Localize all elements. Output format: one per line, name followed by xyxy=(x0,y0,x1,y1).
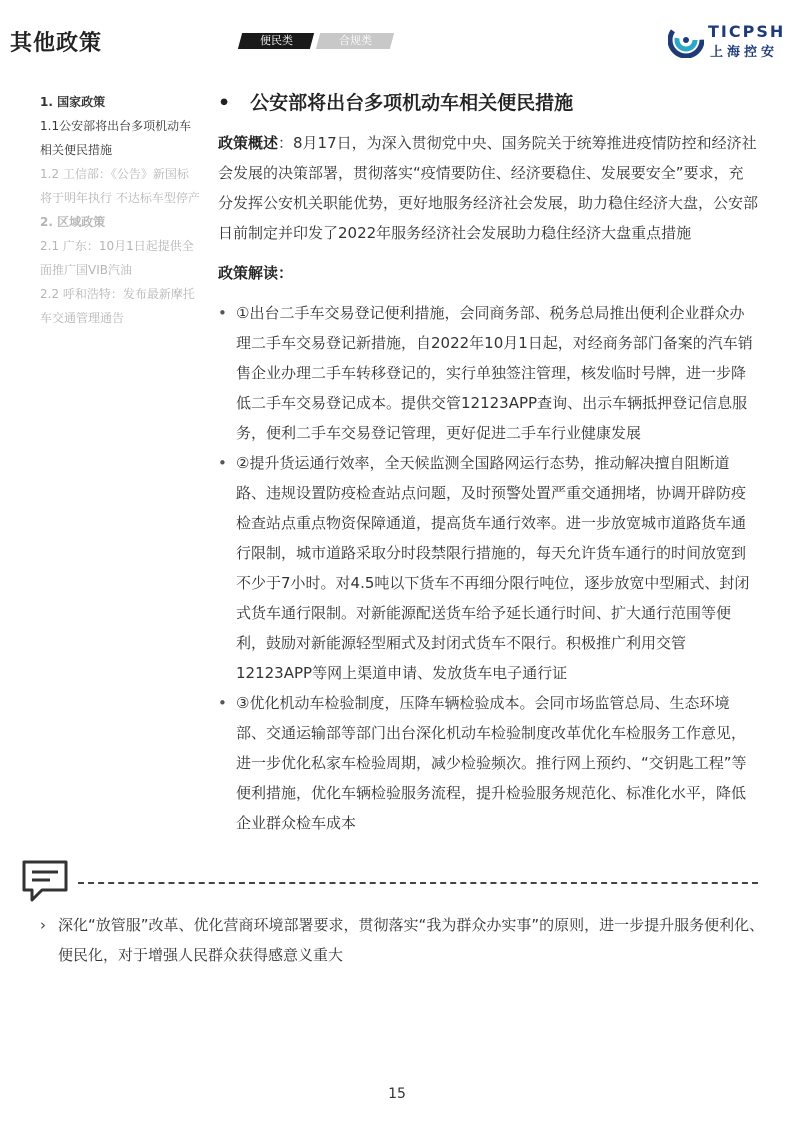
summary-text: 深化“放管服”改革、优化营商环境部署要求，贯彻落实“我为群众办实事”的原则，进一步提升服务便利化、便民化，对于增强人民群众获得感意义重大 xyxy=(58,916,765,964)
toc-item-public-security[interactable]: 1.1公安部将出台多项机动车相关便民措施 xyxy=(40,119,192,157)
page-title: 其他政策 xyxy=(10,31,103,56)
article xyxy=(218,86,758,838)
policy-overview xyxy=(218,128,758,248)
toc-item-guangdong[interactable]: 2.1 广东：10月1日起提供全面推广国VIB汽油 xyxy=(40,239,194,277)
interpretation-list xyxy=(218,298,758,838)
overview-label: 政策概述 xyxy=(218,134,279,152)
tag-convenience: 便民类 xyxy=(238,33,314,49)
article-title: • 公安部将出台多项机动车相关便民措施 xyxy=(218,92,574,114)
interpretation-label: 政策解读： xyxy=(218,264,294,282)
title-bullet: • xyxy=(218,92,231,114)
chevron-right-icon: › xyxy=(40,916,46,934)
tag-compliance: 合规类 xyxy=(316,33,394,49)
logo-text: TICPSH xyxy=(708,22,786,41)
logo-swirl-icon xyxy=(668,22,704,58)
toc-item-miit[interactable]: 1.2 工信部：《公告》新国标将于明年执行 不达标车型停产 xyxy=(40,167,200,205)
list-item: • ②提升货运通行效率，全天候监测全国路网运行态势，推动解决擅自阻断道路、违规设置防疫检查站点问题，及时预警处置严重交通拥堵，协调开辟防疫检查站点重点物资保障通道，提高货车通行效率。进一步放宽城市道路货车通行限制，城市道路采取分时段禁限行措施的，每天允许货车通行的时间放宽到不少于7小时。对4.5吨以下货车不再细分限行吨位，逐步放宽中型厢式、封闭式货车通行限制。对新能源配送货车给予延长通行时间、扩大通行范围等便利，鼓励对新能源轻型厢式及封闭式货车不限行。积极推广利用交管12123APP等网上渠道申请、发放货车电子通行证 xyxy=(218,448,758,688)
toc-item-regional[interactable]: 2. 区域政策 xyxy=(40,215,106,229)
overview-text: ：8月17日，为深入贯彻党中央、国务院关于统筹推进疫情防控和经济社会发展的决策部署，贯彻落实“疫情要防住、经济要稳住、发展要安全”要求，充分发挥公安机关职能优势，更好地服务经济社会发展，助力稳住经济大盘，公安部日前制定并印发了2022年服务经济社会发展助力稳住经济大盘重点措施 xyxy=(218,134,759,242)
toc-item-hohhot[interactable]: 2.2 呼和浩特：发布最新摩托车交通管理通告 xyxy=(40,287,195,325)
toc-item-national[interactable]: 1. 国家政策 xyxy=(40,95,106,109)
comment-icon xyxy=(20,858,70,904)
page-number: 15 xyxy=(388,1086,406,1102)
logo-subtext: 上海控安 xyxy=(710,45,779,60)
table-of-contents xyxy=(40,90,200,330)
company-logo xyxy=(668,22,788,62)
list-item: • ③优化机动车检验制度，压降车辆检验成本。会同市场监管总局、生态环境部、交通运输部等部门出台深化机动车检验制度改革优化车检服务工作意见，进一步优化私家车检验周期，减少检验频次。推行网上预约、“交钥匙工程”等便利措施，优化车辆检验服务流程，提升检验服务规范化、标准化水平，降低企业群众检车成本 xyxy=(218,688,758,838)
dashed-divider xyxy=(78,882,758,884)
list-item: • ①出台二手车交易登记便利措施，会同商务部、税务总局推出便利企业群众办理二手车交易登记新措施，自2022年10月1日起，对经商务部门备案的汽车销售企业办理二手车转移登记的，实行单独签注管理，核发临时号牌，进一步降低二手车交易登记成本。提供交管12123APP查询、出示车辆抵押登记信息服务，便利二手车交易登记管理，更好促进二手车行业健康发展 xyxy=(218,298,758,448)
summary xyxy=(40,910,778,970)
